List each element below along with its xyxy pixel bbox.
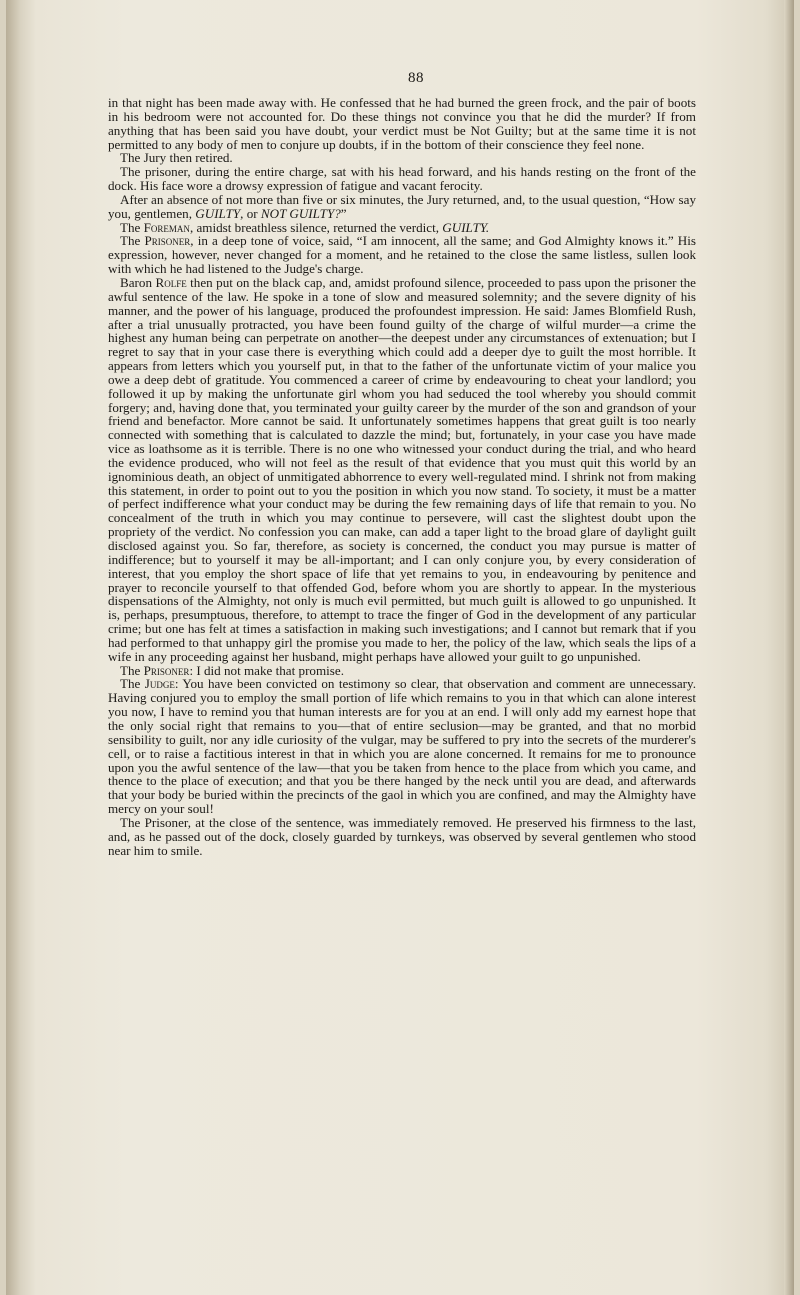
paragraph	[108, 816, 696, 858]
page-number: 88	[408, 70, 424, 86]
text-run: , amidst breathless silence, returned the verdict,	[189, 219, 443, 235]
text-run: After an absence of not more than five or six minutes, the Jury returned, and, to the usual question, “How say you, gentlemen,	[108, 191, 696, 221]
text-run: : I did not make that promise.	[189, 662, 344, 678]
book-page	[6, 0, 794, 1295]
italic-text: GUILTY	[195, 205, 241, 221]
paragraph	[108, 193, 696, 221]
small-caps-text: Prisoner	[144, 233, 191, 249]
text-run: : You have been convicted on testimony so clear, that observation and comment are unnecessary. Having conjured you to employ the small portion of life which remains to you in that which can alone interest you now, I have to remind you that human interests are for you at an end. I will only add my earnest hope that the only social right that remains to you—that of entire seclusion—may be granted, and that no morbid sensibility to guilt, nor any idle curiosity of the vulgar, may be suffered to pry into the secrets of the murderer's cell, or to raise a factitious interest in that in which you are alone concerned. It remains for me to pronounce upon you the awful sentence of the law—that you be taken from hence to the place from which you came, and thence to the place of execution; and that you be there hanged by the neck until you are dead, and afterwards that your body be buried within the precincts of the gaol in which you are confined, and may the Almighty have mercy on your soul!	[108, 676, 696, 817]
italic-text: GUILTY.	[442, 219, 490, 235]
page-left-edge	[6, 0, 20, 1295]
paragraph	[108, 96, 696, 151]
text-run: in that night has been made away with. He confessed that he had burned the green frock, and the pair of boots in his bedroom were not accounted for. Do these things not convince you that he did the murder? If from anything that has been said you have doubt, your verdict must be Not Guilty; but at the same time it is not permitted to any body of men to conjure up doubts, if in the bottom of their conscience they feel none.	[108, 95, 696, 152]
text-run: then put on the black cap, and, amidst profound silence, proceeded to pass upon the prisoner the awful sentence of the law. He spoke in a tone of slow and measured solemnity; and the severe dignity of his manner, and the power of his language, produced the profoundest impression. He said: James Blomfield Rush, after a trial unusually protracted, you have been found guilty of the charge of wilful murder—a crime the highest any human being can perpetrate on another—the deepest under any circumstances of extenuation; but I regret to say that in your case there is everything which could add a deeper dye to guilt the most horrible. It appears from letters which you yourself put, in that to the father of the unfortunate victim of your malice you owe a deep debt of gratitude. You commenced a career of crime by endeavouring to cheat your landlord; you followed it up by making the unfortunate girl whom you had seduced the tool whereby you should commit forgery; and, having done that, you terminated your guilty career by the murder of the son and grandson of your friend and benefactor. More cannot be said. It unfortunately sometimes happens that great guilt is too nearly connected with something that is calculated to dazzle the mind; but, fortunately, in your case you have made vice as loathsome as it is terrible. There is no one who witnessed your conduct during the trial, and who heard the evidence produced, who will not feel as the result of that evidence that you must quit this world by an ignominious death, an object of unmitigated abhorrence to every well-regulated mind. I shrink not from making this statement, in order to point out to you the position in which you now stand. To society, it must be a matter of perfect indifference what your conduct may be during the few remaining days of life that remain to you. No concealment of the truth in which you may continue to persevere, will cast the slightest doubt upon the propriety of the verdict. No confession you can make, can add a taper light to the broad glare of daylight guilt disclosed against you. So far, therefore, as society is concerned, the conduct you may pursue is matter of indifference; but to yourself it may be all-important; and I can only conjure you, by every consideration of interest, that you employ the short space of life that yet remains to you, in endeavouring by penitence and prayer to reconcile yourself to that offended God, before whom you are shortly to appear. In the mysterious dispensations of the Almighty, not only is much evil permitted, but much guilt is allowed to go unpunished. It is, perhaps, presumptuous, therefore, to attempt to trace the finger of God in the development of any particular crime; but one has felt at times a satisfaction in making such investigations; and I cannot but remark that if you had performed to that unhappy girl the promise you made to her, the policy of the law, which seals the lips of a wife in any proceeding against her husband, might perhaps have allowed your guilt to go unpunished.	[108, 274, 696, 664]
text-run: , in a deep tone of voice, said, “I am innocent, all the same; and God Almighty knows it.” His expression, however, never changed for a moment, and he retained to the close the same listless, sullen look with which he had listened to the Judge's charge.	[108, 233, 696, 277]
text-run: , or	[240, 205, 261, 221]
paragraph	[108, 677, 696, 815]
paragraph	[108, 151, 696, 165]
text-run: ”	[340, 205, 347, 221]
text-run: The	[120, 219, 144, 235]
text-run: The Jury then retired.	[120, 150, 233, 166]
page-right-edge	[784, 0, 794, 1295]
small-caps-text: Foreman	[143, 219, 190, 235]
text-run: The	[120, 233, 145, 249]
small-caps-text: Judge	[144, 676, 175, 692]
italic-text: NOT GUILTY?	[260, 205, 341, 221]
paragraph	[108, 234, 696, 276]
paragraph	[108, 165, 696, 193]
paragraph	[108, 221, 696, 235]
text-run: The	[120, 676, 145, 692]
text-run: The	[120, 662, 144, 678]
paragraph	[108, 664, 696, 678]
body-text	[108, 96, 696, 857]
text-run: The prisoner, during the entire charge, sat with his head forward, and his hands resting on the front of the dock. His face wore a drowsy expression of fatigue and vacant ferocity.	[108, 164, 696, 194]
text-run: The Prisoner, at the close of the sentence, was immediately removed. He preserved his firmness to the last, and, as he passed out of the dock, closely guarded by turnkeys, was observed by several gentlemen who stood near him to smile.	[108, 814, 696, 858]
small-caps-text: Prisoner	[143, 662, 190, 678]
paragraph	[108, 276, 696, 664]
small-caps-text: Rolfe	[155, 274, 187, 290]
text-run: Baron	[120, 274, 156, 290]
